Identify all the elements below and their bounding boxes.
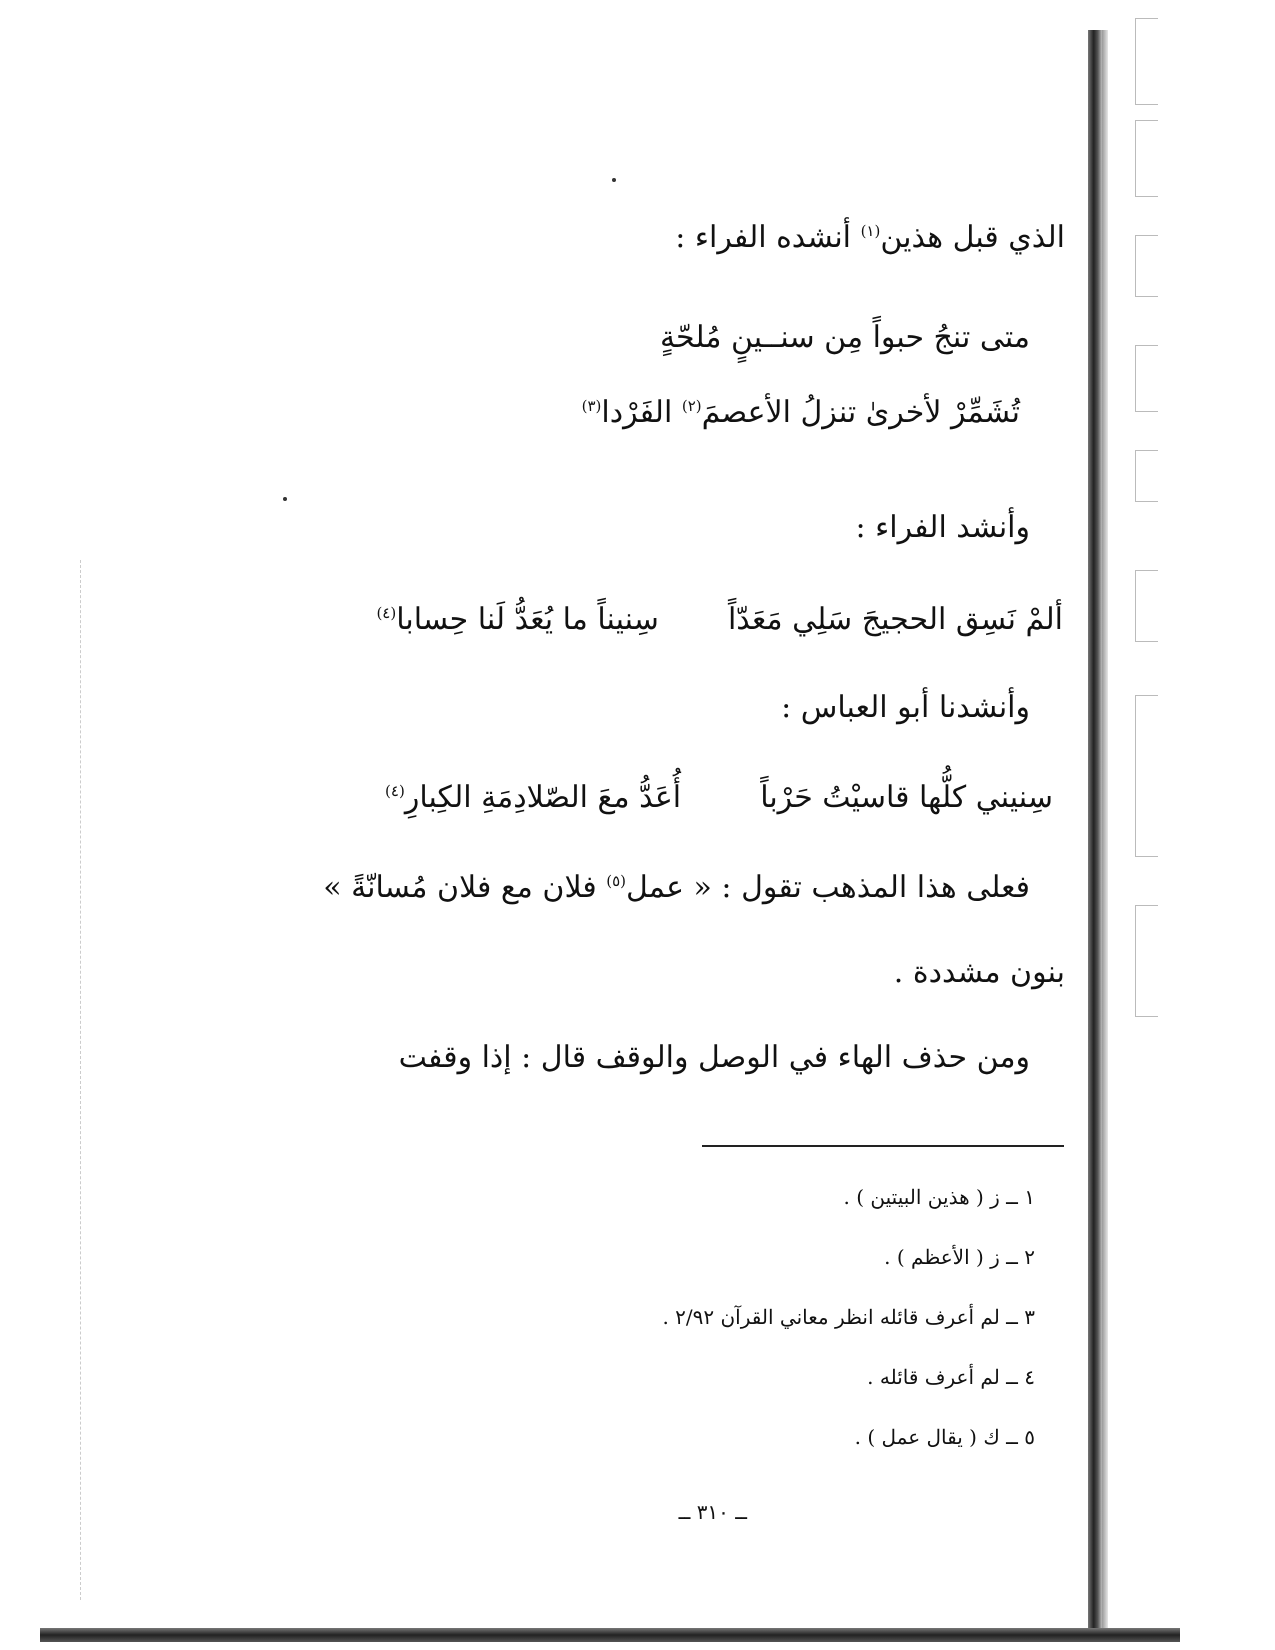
body-line-1 — [675, 220, 1065, 255]
footnote-ref: (٥) — [606, 872, 627, 890]
line1-text-b: أنشده الفراء : — [675, 220, 852, 255]
body-line-4 — [323, 870, 1030, 905]
footnote-ref: (٢) — [681, 397, 702, 415]
margin-mark — [1135, 570, 1158, 642]
body-line-3: وأنشدنا أبو العباس : — [781, 690, 1030, 725]
footnote-2: ٢ ــ ز ( الأعظم ) . — [884, 1245, 1035, 1269]
footnote-ref: (٤) — [376, 604, 397, 622]
line1-text-a: الذي قبل هذين — [880, 220, 1065, 255]
footnote-ref: (٣) — [581, 397, 602, 415]
line4-text-b: فلان مع فلان مُسانّةً » — [323, 870, 597, 905]
verse1-line2-text-a: تُشَمِّرْ لأخرىٰ تنزلُ الأعصمَ — [701, 395, 1020, 430]
verse2-hemistich-2: سِنيناً ما يُعَدُّ لَنا حِسابا — [396, 602, 659, 637]
verse1-line2 — [582, 395, 1020, 430]
page-number: ــ ٣١٠ ــ — [678, 1500, 747, 1524]
binding-spine-edge — [1102, 30, 1108, 1630]
body-line-5: بنون مشددة . — [893, 955, 1065, 990]
margin-mark — [1135, 18, 1158, 105]
margin-mark — [1135, 450, 1158, 502]
footnote-5: ٥ ــ ك ( يقال عمل ) . — [854, 1425, 1035, 1449]
verse1-line2-text-b: الفَرْدا — [601, 395, 673, 430]
scan-bottom-edge — [40, 1628, 1180, 1642]
footnote-ref: (١) — [860, 222, 881, 240]
verse3 — [385, 780, 1053, 815]
margin-mark — [1135, 120, 1158, 197]
footnote-ref: (٤) — [385, 782, 405, 800]
verse2-hemistich-1: ألمْ نَسِق الحجيجَ سَلِي مَعَدّاً — [727, 602, 1063, 637]
verse3-hemistich-2: أُعَدُّ معَ الصّلادِمَةِ الكِبارِ — [404, 780, 682, 815]
margin-mark — [1135, 695, 1158, 857]
verse2 — [376, 602, 1063, 637]
binding-spine — [1088, 30, 1102, 1630]
footnote-1: ١ ــ ز ( هذين البيتين ) . — [843, 1185, 1035, 1209]
margin-mark — [1135, 345, 1158, 412]
verse3-hemistich-1: سِنيني كلُّها قاسيْتُ حَرْباً — [760, 780, 1053, 815]
margin-mark — [1135, 905, 1158, 1017]
footnote-4: ٤ ــ لم أعرف قائله . — [867, 1365, 1035, 1389]
verse1-line1: متى تنجُ حبواً مِن سنــينٍ مُلحّةٍ — [659, 320, 1030, 355]
footnote-3: ٣ ــ لم أعرف قائله انظر معاني القرآن ٢/٩٢ . — [662, 1305, 1035, 1329]
line4-text-a: فعلى هذا المذهب تقول : « عمل — [626, 870, 1030, 905]
margin-mark — [1135, 235, 1158, 297]
body-line-6: ومن حذف الهاء في الوصل والوقف قال : إذا وقفت — [398, 1040, 1030, 1075]
left-scan-line — [80, 560, 81, 1600]
footnote-separator — [702, 1145, 1064, 1147]
scan-speck — [612, 178, 616, 182]
body-line-2: وأنشد الفراء : — [855, 510, 1030, 545]
scan-speck — [283, 497, 287, 501]
